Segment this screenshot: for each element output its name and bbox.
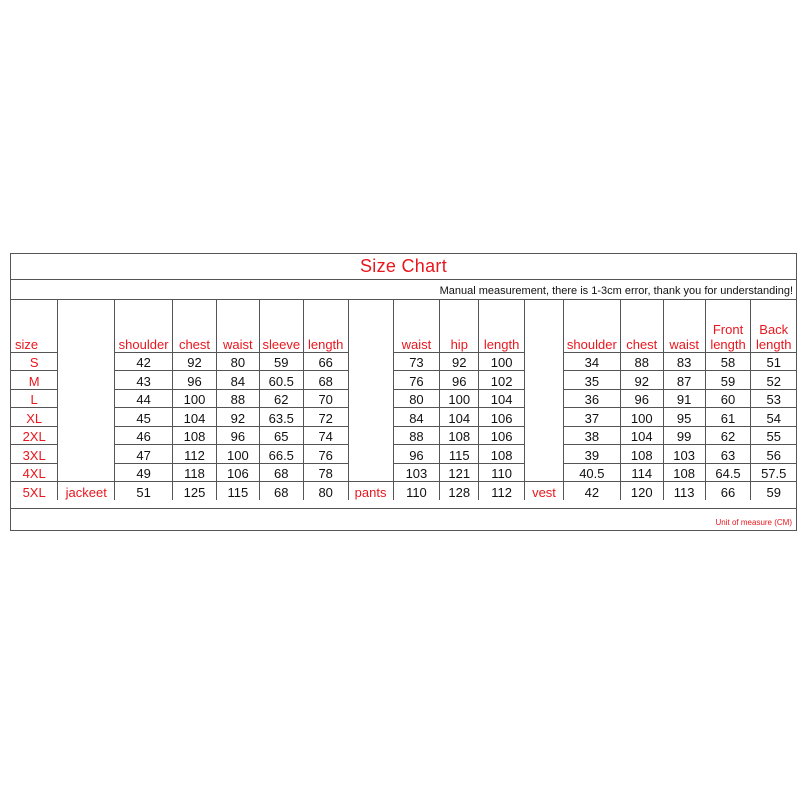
jacket-value-cell: 47 — [115, 445, 173, 464]
jacket-value-cell: 74 — [303, 426, 348, 445]
jacket-value-cell: 80 — [216, 352, 259, 371]
jacket-value-cell: 92 — [173, 352, 217, 371]
table-row — [11, 445, 796, 464]
jacket-value-cell: 125 — [173, 482, 217, 501]
jacket-value-cell: 62 — [259, 389, 303, 408]
vest-group-spacer — [525, 389, 564, 408]
pants-group-label: pants — [348, 482, 393, 501]
vest-value-cell: 103 — [663, 445, 705, 464]
pants-value-cell: 96 — [440, 371, 479, 390]
pants-group-spacer — [348, 371, 393, 390]
jacket-label-header — [58, 300, 115, 352]
vest-value-cell: 104 — [620, 426, 663, 445]
jacket-value-cell: 65 — [259, 426, 303, 445]
jacket-value-cell: 106 — [216, 463, 259, 482]
vest-value-cell: 95 — [663, 408, 705, 427]
vest-group-label: vest — [525, 482, 564, 501]
size-column-header: size — [15, 336, 39, 352]
vest-value-cell: 87 — [663, 371, 705, 390]
jacket-group-spacer — [58, 426, 115, 445]
table-row — [11, 482, 796, 501]
jacket-value-cell: 51 — [115, 482, 173, 501]
size-chart-sheet — [10, 253, 797, 531]
footer-row — [11, 508, 796, 530]
pants-value-cell: 106 — [479, 426, 525, 445]
vest-col-header: shoulder — [563, 300, 620, 352]
table-row — [11, 371, 796, 390]
vest-value-cell: 120 — [620, 482, 663, 501]
jacket-value-cell: 63.5 — [259, 408, 303, 427]
size-table — [11, 300, 796, 500]
measurement-note: Manual measurement, there is 1-3cm error, thank you for understanding! — [439, 285, 793, 297]
vest-group-spacer — [525, 445, 564, 464]
size-cell: XL — [11, 408, 58, 427]
vest-group-spacer — [525, 371, 564, 390]
vest-value-cell: 56 — [751, 445, 796, 464]
size-cell: 4XL — [11, 463, 58, 482]
vest-value-cell: 54 — [751, 408, 796, 427]
pants-group-spacer — [348, 445, 393, 464]
vest-value-cell: 61 — [705, 408, 751, 427]
pants-group-spacer — [348, 426, 393, 445]
jacket-group-spacer — [58, 445, 115, 464]
jacket-value-cell: 60.5 — [259, 371, 303, 390]
vest-value-cell: 60 — [705, 389, 751, 408]
jacket-value-cell: 96 — [216, 426, 259, 445]
unit-note: Unit of measure (CM) — [715, 518, 792, 527]
jacket-value-cell: 43 — [115, 371, 173, 390]
vest-col-header — [751, 300, 796, 352]
jacket-value-cell: 80 — [303, 482, 348, 501]
vest-value-cell: 83 — [663, 352, 705, 371]
pants-value-cell: 108 — [479, 445, 525, 464]
jacket-value-cell: 96 — [173, 371, 217, 390]
jacket-value-cell: 68 — [259, 482, 303, 501]
table-row — [11, 389, 796, 408]
jacket-value-cell: 44 — [115, 389, 173, 408]
vest-value-cell: 35 — [563, 371, 620, 390]
table-row — [11, 352, 796, 371]
pants-value-cell: 76 — [393, 371, 440, 390]
pants-value-cell: 110 — [479, 463, 525, 482]
vest-value-cell: 59 — [751, 482, 796, 501]
vest-group-spacer — [525, 463, 564, 482]
title-row — [11, 254, 796, 280]
vest-group-spacer — [525, 352, 564, 371]
pants-value-cell: 108 — [440, 426, 479, 445]
table-row — [11, 426, 796, 445]
vest-value-cell: 53 — [751, 389, 796, 408]
jacket-value-cell: 42 — [115, 352, 173, 371]
pants-value-cell: 100 — [479, 352, 525, 371]
jacket-group-label: jackeet — [58, 482, 115, 501]
vest-col-header: chest — [620, 300, 663, 352]
pants-value-cell: 80 — [393, 389, 440, 408]
pants-value-cell: 110 — [393, 482, 440, 501]
jacket-value-cell: 76 — [303, 445, 348, 464]
table-row — [11, 408, 796, 427]
chart-title: Size Chart — [359, 256, 448, 276]
vest-value-cell: 39 — [563, 445, 620, 464]
jacket-group-spacer — [58, 463, 115, 482]
size-cell: 5XL — [11, 482, 58, 501]
vest-value-cell: 88 — [620, 352, 663, 371]
header-word: length — [756, 336, 792, 352]
vest-value-cell: 51 — [751, 352, 796, 371]
pants-value-cell: 115 — [440, 445, 479, 464]
vest-group-spacer — [525, 408, 564, 427]
jacket-group-spacer — [58, 408, 115, 427]
jacket-group-spacer — [58, 389, 115, 408]
pants-value-cell: 73 — [393, 352, 440, 371]
pants-value-cell: 112 — [479, 482, 525, 501]
jacket-value-cell: 49 — [115, 463, 173, 482]
jacket-value-cell: 92 — [216, 408, 259, 427]
jacket-value-cell: 84 — [216, 371, 259, 390]
vest-value-cell: 55 — [751, 426, 796, 445]
pants-label-header — [348, 300, 393, 352]
pants-value-cell: 102 — [479, 371, 525, 390]
pants-value-cell: 92 — [440, 352, 479, 371]
jacket-value-cell: 66 — [303, 352, 348, 371]
vest-value-cell: 96 — [620, 389, 663, 408]
jacket-col-header: length — [303, 300, 348, 352]
vest-value-cell: 92 — [620, 371, 663, 390]
pants-value-cell: 106 — [479, 408, 525, 427]
note-row — [11, 280, 796, 300]
vest-value-cell: 40.5 — [563, 463, 620, 482]
jacket-value-cell: 108 — [173, 426, 217, 445]
pants-value-cell: 128 — [440, 482, 479, 501]
pants-value-cell: 104 — [440, 408, 479, 427]
vest-group-spacer — [525, 426, 564, 445]
jacket-value-cell: 59 — [259, 352, 303, 371]
pants-col-header: length — [479, 300, 525, 352]
vest-value-cell: 114 — [620, 463, 663, 482]
header-word: length — [710, 336, 746, 352]
pants-group-spacer — [348, 352, 393, 371]
jacket-value-cell: 78 — [303, 463, 348, 482]
vest-value-cell: 100 — [620, 408, 663, 427]
table-row — [11, 463, 796, 482]
pants-value-cell: 103 — [393, 463, 440, 482]
vest-value-cell: 63 — [705, 445, 751, 464]
vest-value-cell: 64.5 — [705, 463, 751, 482]
vest-value-cell: 37 — [563, 408, 620, 427]
vest-value-cell: 113 — [663, 482, 705, 501]
jacket-value-cell: 68 — [303, 371, 348, 390]
vest-label-header — [525, 300, 564, 352]
vest-value-cell: 108 — [620, 445, 663, 464]
vest-value-cell: 91 — [663, 389, 705, 408]
pants-col-header: hip — [440, 300, 479, 352]
header-word: Back — [759, 321, 789, 337]
vest-value-cell: 34 — [563, 352, 620, 371]
vest-value-cell: 108 — [663, 463, 705, 482]
jacket-value-cell: 88 — [216, 389, 259, 408]
size-cell: L — [11, 389, 58, 408]
jacket-col-header: chest — [173, 300, 217, 352]
vest-value-cell: 57.5 — [751, 463, 796, 482]
jacket-group-spacer — [58, 371, 115, 390]
header-word: Front — [712, 321, 744, 337]
jacket-value-cell: 115 — [216, 482, 259, 501]
jacket-group-spacer — [58, 352, 115, 371]
vest-value-cell: 42 — [563, 482, 620, 501]
jacket-value-cell: 100 — [173, 389, 217, 408]
jacket-value-cell: 72 — [303, 408, 348, 427]
pants-value-cell: 121 — [440, 463, 479, 482]
jacket-col-header: sleeve — [259, 300, 303, 352]
vest-value-cell: 62 — [705, 426, 751, 445]
pants-value-cell: 84 — [393, 408, 440, 427]
pants-group-spacer — [348, 408, 393, 427]
pants-value-cell: 96 — [393, 445, 440, 464]
vest-value-cell: 66 — [705, 482, 751, 501]
jacket-value-cell: 46 — [115, 426, 173, 445]
jacket-value-cell: 70 — [303, 389, 348, 408]
vest-value-cell: 38 — [563, 426, 620, 445]
jacket-value-cell: 118 — [173, 463, 217, 482]
pants-group-spacer — [348, 389, 393, 408]
jacket-value-cell: 45 — [115, 408, 173, 427]
jacket-value-cell: 104 — [173, 408, 217, 427]
jacket-value-cell: 112 — [173, 445, 217, 464]
vest-col-header — [705, 300, 751, 352]
vest-value-cell: 59 — [705, 371, 751, 390]
size-cell: 3XL — [11, 445, 58, 464]
vest-value-cell: 58 — [705, 352, 751, 371]
size-cell: M — [11, 371, 58, 390]
size-cell: 2XL — [11, 426, 58, 445]
jacket-value-cell: 100 — [216, 445, 259, 464]
vest-col-header: waist — [663, 300, 705, 352]
jacket-col-header: shoulder — [115, 300, 173, 352]
vest-value-cell: 36 — [563, 389, 620, 408]
jacket-col-header: waist — [216, 300, 259, 352]
pants-value-cell: 104 — [479, 389, 525, 408]
pants-value-cell: 88 — [393, 426, 440, 445]
pants-value-cell: 100 — [440, 389, 479, 408]
jacket-value-cell: 66.5 — [259, 445, 303, 464]
vest-value-cell: 52 — [751, 371, 796, 390]
jacket-value-cell: 68 — [259, 463, 303, 482]
pants-group-spacer — [348, 463, 393, 482]
header-row — [11, 300, 796, 352]
pants-col-header: waist — [393, 300, 440, 352]
size-cell: S — [11, 352, 58, 371]
vest-value-cell: 99 — [663, 426, 705, 445]
